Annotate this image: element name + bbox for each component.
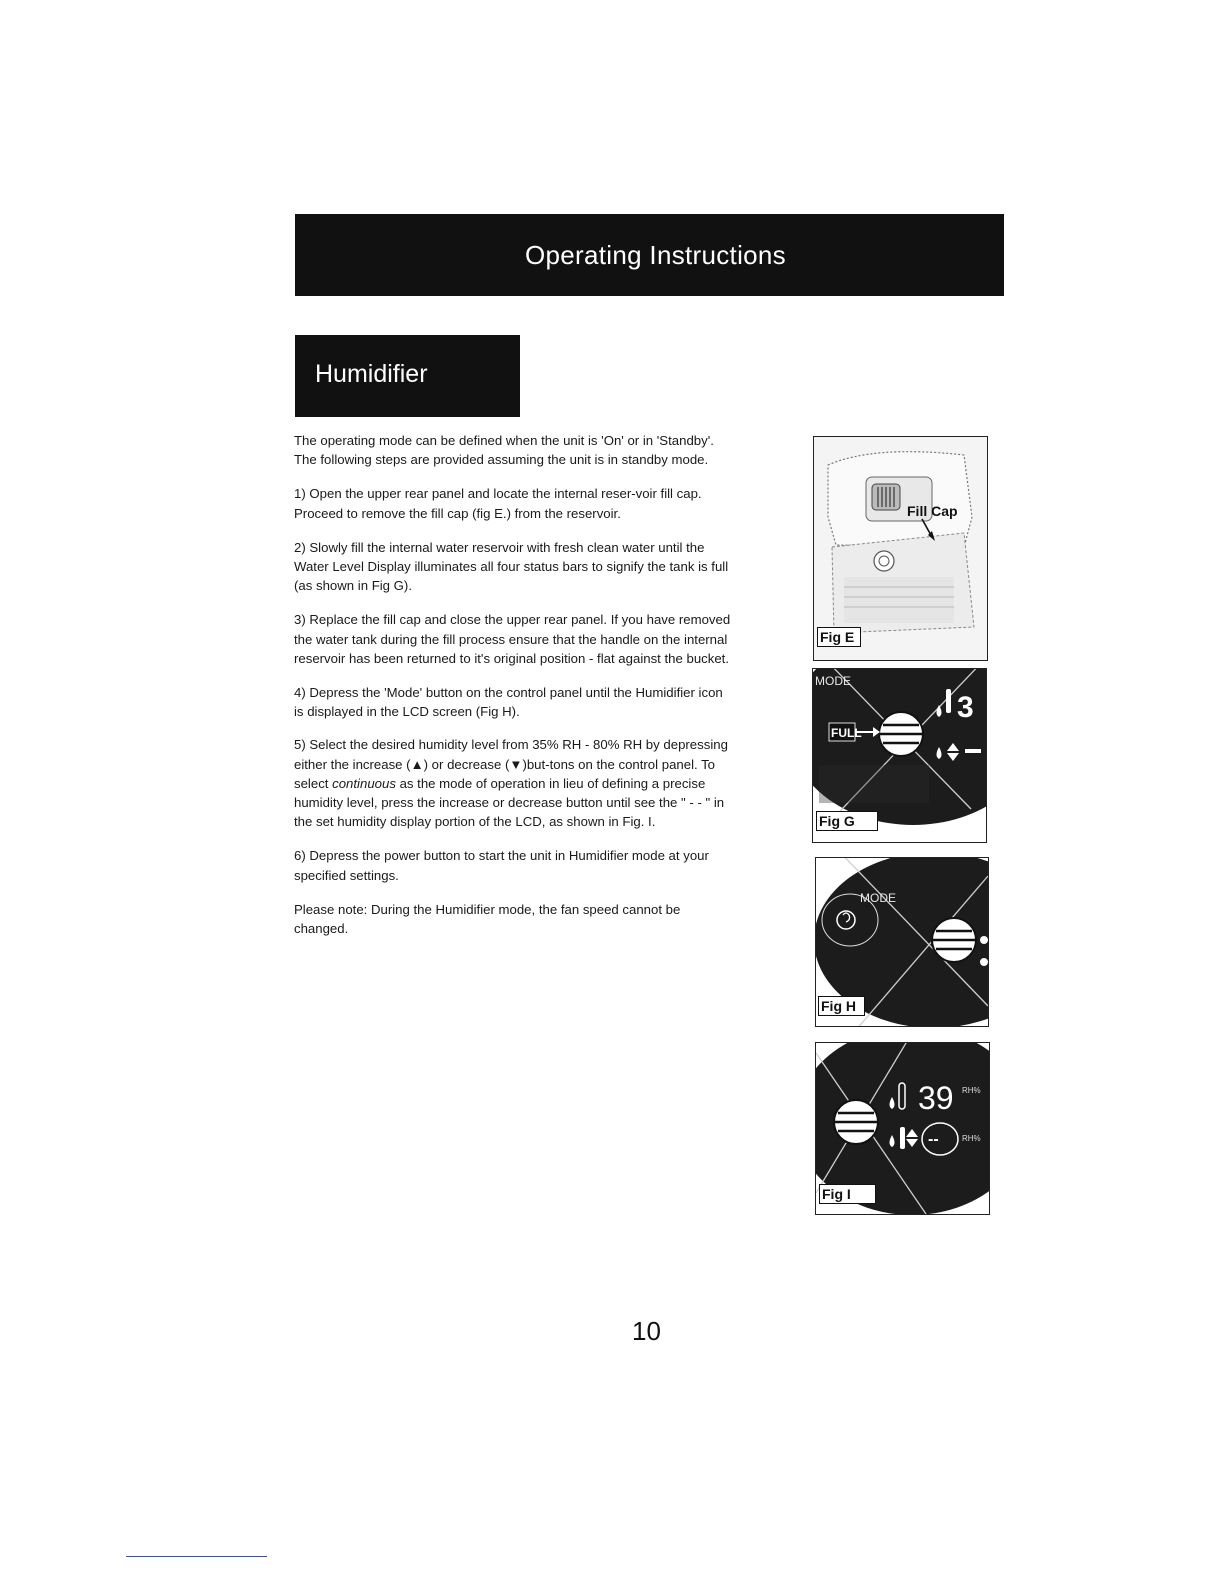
scan-underline <box>126 1556 267 1557</box>
header-banner <box>295 214 1004 296</box>
fig-e-label: Fig E <box>817 627 861 647</box>
fig-g-label: Fig G <box>816 811 878 831</box>
step-3: 3) Replace the fill cap and close the upper rear panel. If you have removed the water tank during the fill process ensure that the handle on the internal reservoir has been returned to it's original position - flat against the bucket. <box>294 612 731 666</box>
figure-h <box>815 857 989 1027</box>
section-heading <box>295 335 520 417</box>
step-1: 1) Open the upper rear panel and locate the internal reser-voir fill cap. Proceed to remove the fill cap (fig E.) from the reservoir. <box>294 486 702 521</box>
figure-g <box>812 668 987 843</box>
fig-g-mode-text: MODE <box>815 674 851 688</box>
step-5: 5) Select the desired humidity level from 35% RH - 80% RH by depressing either the increase (▲) or decrease (▼)but-tons on the control panel. To select continuous as the mode of operation in lieu of defining a precise humidity level, press the increase or decrease button until see the " - - " in the set humidity display portion of the LCD, as shown in Fig. I. <box>294 737 728 830</box>
note-paragraph: Please note: During the Humidifier mode, the fan speed cannot be changed. <box>294 901 681 937</box>
fig-h-mode-text: MODE <box>860 891 896 905</box>
fig-i-set-display: -- <box>928 1131 939 1148</box>
section-title: Humidifier <box>315 360 428 388</box>
fig-g-digit: 3 <box>957 691 974 724</box>
figure-i <box>815 1042 990 1215</box>
step-2: 2) Slowly fill the internal water reservoir with fresh clean water until the Water Level Display illuminates all four status bars to signify the tank is full (as shown in Fig G). <box>294 539 729 594</box>
fill-cap-callout: Fill Cap <box>907 503 958 519</box>
fig-i-label: Fig I <box>819 1184 876 1204</box>
instructions-body <box>294 431 734 953</box>
fig-i-unit-top: RH% <box>962 1086 981 1095</box>
step-6: 6) Depress the power button to start the unit in Humidifier mode at your specified settings. <box>294 848 709 883</box>
intro-paragraph: The operating mode can be defined when the unit is 'On' or in 'Standby'. The following steps are provided assuming the unit is in standby mode. <box>294 433 714 468</box>
step-4: 4) Depress the 'Mode' button on the control panel until the Humidifier icon is displayed in the LCD screen (Fig H). <box>294 685 723 720</box>
fig-g-fill-text: FULL <box>831 726 862 740</box>
increase-arrow-icon: ▲ <box>410 756 424 772</box>
page-title: Operating Instructions <box>525 239 786 270</box>
fig-i-humidity-value: 39 <box>918 1080 954 1116</box>
fig-h-label: Fig H <box>818 996 865 1016</box>
decrease-arrow-icon: ▼ <box>509 756 523 772</box>
page-number: 10 <box>632 1316 661 1346</box>
figure-e <box>813 436 988 661</box>
fig-i-unit-bottom: RH% <box>962 1134 981 1143</box>
